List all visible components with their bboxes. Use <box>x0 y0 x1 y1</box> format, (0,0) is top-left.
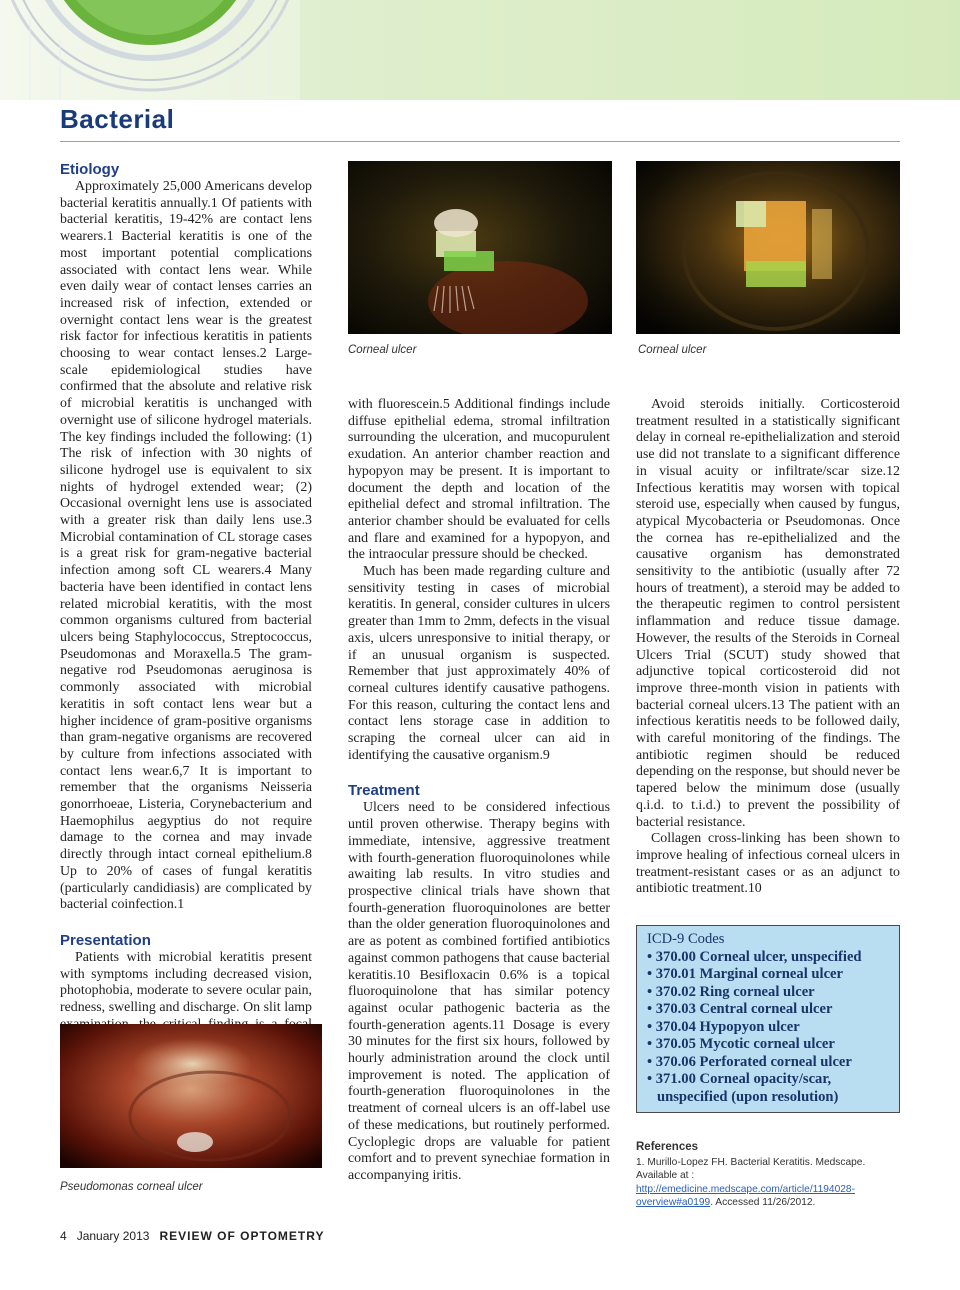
etiology-paragraph: Approximately 25,000 Americans develop bacterial keratitis annually.1 Of patients with bacterial keratitis, 19-42% are contact lens wearers.1 Bacterial keratitis is one of the most important potential complications associated with contact lens wear. While even daily wear of contact lenses carries an increased risk of infection, extended or overnight contact lens wear is the greatest risk factor for infectious keratitis in patients choosing to wear contact lenses.2 Large-scale epidemiological studies have confirmed that the absolute and relative risk of microbial keratitis is unchanged with overnight use of silicone hydrogel materials. The key findings included the following: (1) The risk of infection with 30 nights of silicone hydrogel use is equivalent to six nights of hydrogel extended wear; (2) Occasional overnight lens use is associated with a greater risk than daily lens use.3 Microbial contamination of CL storage cases is a great risk for gram-negative bacterial infection among soft CL wearers.4 Many bacteria have been identified in contact lens related microbial keratitis, with the most common organisms cultured from bacterial ulcers being Staphylococcus, Streptococcus, Pseudomonas and Moraxella.5 The gram-negative rod Pseudomonas aeruginosa is commonly associated with microbial keratitis in soft contact lens wear but a higher incidence of gram-positive organisms than gram-negative organisms are recovered by culture from infections associated with contact lens wear.6,7 It is important to remember that the organisms Neisseria gonorrhoeae, Listeria, Corynebacterium and Haemophilus aegyptius do not require damage to the cornea and may invade directly through intact corneal epithelium.8 Up to 20% of cases of fungal keratitis (particularly candidiasis) are complicated by bacterial coinfection.1 <box>60 179 312 913</box>
section-title: Bacterial <box>60 104 175 134</box>
reference-1 <box>636 1156 900 1209</box>
column-middle <box>348 397 610 1185</box>
icd-code-item: • 370.05 Mycotic corneal ulcer <box>647 1036 835 1052</box>
corneal-ulcer-photo-2 <box>636 161 900 334</box>
icd-code-item: • 370.03 Central corneal ulcer <box>647 1001 833 1017</box>
corneal-ulcer-caption-1: Corneal ulcer <box>348 344 417 356</box>
middle-paragraph-2: Much has been made regarding culture and sensitivity testing in cases of microbial keratitis. In general, consider cultures in ulcers greater than 1mm to 2mm, defects in the visual axis, ulcers unresponsive to initial therapy, or if an unusual organism is suspected. Remember that just approximately 40% of corneal cultures identify causative pathogens. For this reason, culturing the contact lens and contact lens storage case in addition to scraping the corneal ulcer can aid in identifying the causative organism.9 <box>348 564 610 763</box>
icd-heading: ICD-9 Codes <box>647 931 725 947</box>
icd-code-item: • 370.04 Hypopyon ulcer <box>647 1018 800 1035</box>
header-banner <box>0 0 960 100</box>
corneal-ulcer-image-2 <box>636 161 900 334</box>
treatment-paragraph: Ulcers need to be considered infectious until proven otherwise. Therapy begins with immediate, intensive, aggressive treatment with fourth-generation fluoroquinolones while awaiting lab results. In vitro studies and prospective clinical trials have shown that fourth-generation fluoroquinolones are better than the older generation fluoroquinolones and are as potent as combined fortified antibiotics against common pathogens that cause bacterial keratitis.10 Besifloxacin 0.6% is a topical fluoroquinolone that has similar potency against ocular pathogenic bacteria as the fourth-generation agents.11 Dosage is every 30 minutes for the first six hours, followed by hourly administration around the clock until improvement is noted. The application of fourth-generation fluoroquinolones in the treatment of corneal ulcers is an off-label use of these medications, but routinely performed. Cycloplegic drops are valuable for patient comfort and to prevent synechiae formation in accompanying iritis. <box>348 800 610 1183</box>
icd-code-item: • 370.00 Corneal ulcer, unspecified <box>647 948 862 965</box>
corneal-ulcer-caption-2: Corneal ulcer <box>638 344 707 356</box>
icd-code-item: • 370.06 Perforated corneal ulcer <box>647 1053 852 1070</box>
icd-codes-box <box>636 925 900 1113</box>
column-right <box>636 397 900 898</box>
presentation-paragraph: Patients with microbial keratitis present with symptoms including decreased vision, photophobia, moderate to severe ocular pain, redness, swelling and discharge. On slit lamp <box>60 949 312 1016</box>
references <box>636 1141 900 1209</box>
treatment-heading: Treatment <box>348 782 420 800</box>
title-divider <box>60 141 900 142</box>
column-left <box>60 161 312 1067</box>
right-paragraph-1: Avoid steroids initially. Corticosteroid treatment resulted in a statistically significant delay in corneal re-epithelialization and steroid use did not translate to a significant difference in visual acuity or infiltrate/scar size.12 Infectious keratitis may worsen with topical steroid use, especially when caused by fungus, atypical Mycobacteria or Pseudomonas. Once the cornea has re-epithelialized and the causative organism has demonstrated sensitivity to the antibiotic (usually after 72 hours of treatment), a steroid may be added to the therapeutic regimen to control persistent inflammation and reduce tissue damage. However, the results of the Steroids in Corneal Ulcers Trial (SCUT) study showed that adjunctive topical corticosteroid did not improve three-month vision in patients with bacterial corneal ulcers.13 The patient with an infectious keratitis needs to be followed daily, with careful monitoring of the findings. The antibiotic regimen should be reduced depending on the response, but should never be tapered below the minimum dose (usually q.i.d. to t.i.d.) to prevent the possibility of bacterial resistance. <box>636 397 900 830</box>
references-heading: References <box>636 1141 699 1153</box>
banner-graphic <box>0 0 960 100</box>
pseudomonas-eye-image <box>60 1024 322 1168</box>
reference-1-tail: . Accessed 11/26/2012. <box>710 1196 816 1208</box>
etiology-heading: Etiology <box>60 161 120 178</box>
pseudomonas-ulcer-photo <box>60 1024 322 1168</box>
icd-code-item: • 371.00 Corneal opacity/scar, unspecified (upon resolution) <box>647 1071 839 1105</box>
magazine-name: REVIEW OF OPTOMETRY <box>159 1229 325 1243</box>
reference-1-text: 1. Murillo-Lopez FH. Bacterial Keratitis. Medscape. Available at : <box>636 1157 866 1182</box>
corneal-ulcer-photo-1 <box>348 161 612 334</box>
icd-code-item: • 370.01 Marginal corneal ulcer <box>647 966 844 982</box>
middle-paragraph-1: with fluorescein.5 Additional findings include diffuse epithelial edema, stromal infiltration surrounding the ulceration, and mucopurulent exudation. An anterior chamber reaction and hypopyon may be present. It is important to document the depth and location of the epithelial defect and stromal infiltration. The anterior chamber should be evaluated for cells and flare and examined for a hypopyon, and the intraocular pressure should be checked. <box>348 397 610 563</box>
pseudomonas-photo-caption: Pseudomonas corneal ulcer <box>60 1181 203 1193</box>
page-footer <box>60 1229 324 1243</box>
issue-date: January 2013 <box>76 1229 150 1243</box>
corneal-ulcer-image-1 <box>348 161 612 334</box>
reference-1-link[interactable]: http://emedicine.medscape.com/article/1194028-overview#a0199 <box>636 1183 855 1208</box>
icd-code-list <box>647 949 889 1107</box>
icd-code-item: • 370.02 Ring corneal ulcer <box>647 983 815 1000</box>
page-number: 4 <box>60 1229 67 1243</box>
presentation-heading: Presentation <box>60 931 151 949</box>
right-paragraph-2: Collagen cross-linking has been shown to improve healing of infectious corneal ulcers in treatment-resistant cases or as an adjunct to antibiotic treatment.10 <box>636 831 900 897</box>
